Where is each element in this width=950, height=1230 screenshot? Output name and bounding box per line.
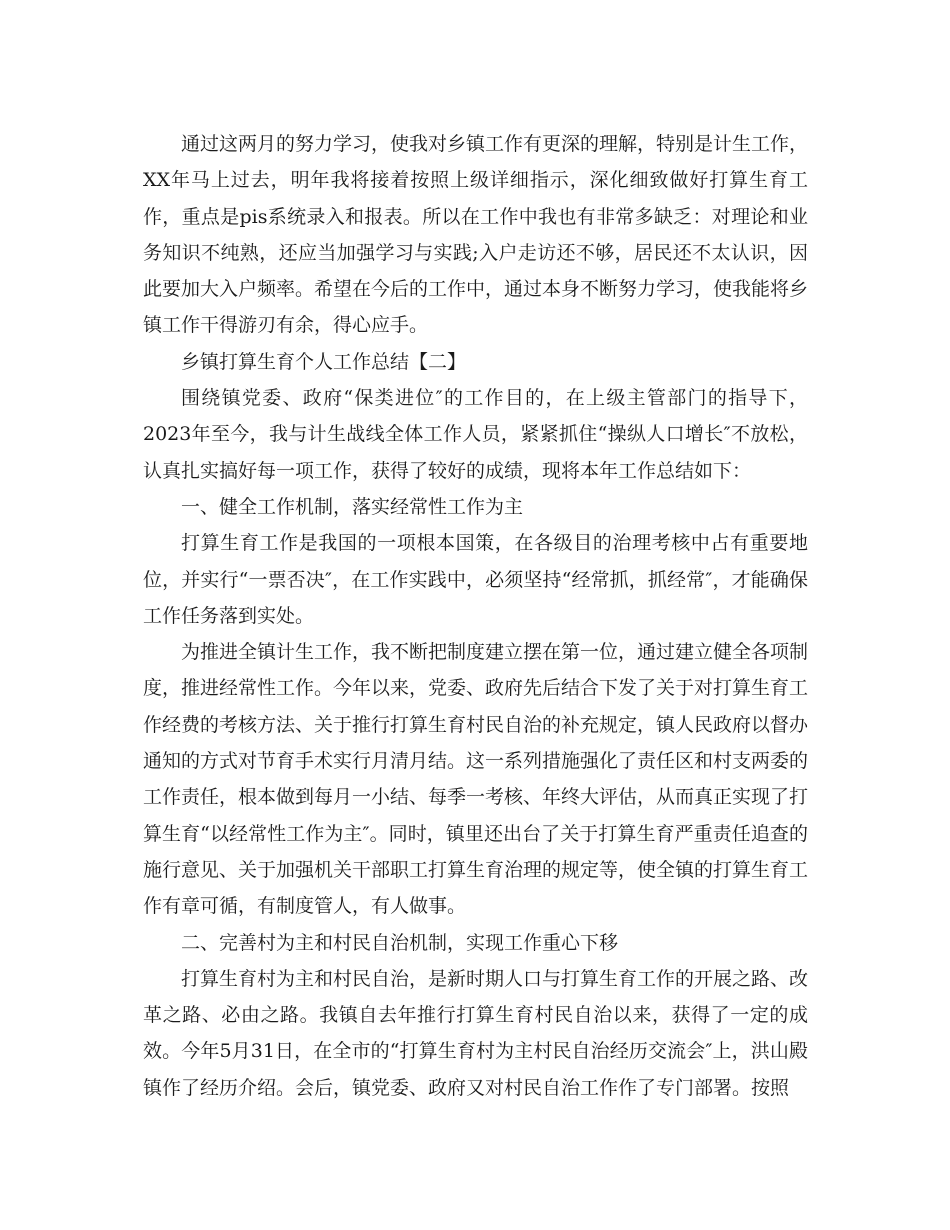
paragraph-overview: 围绕镇党委、政府“保类进位″的工作目的，在上级主管部门的指导下，2023年至今，我与计生战线全体工作人员，紧紧抓住“操纵人口增长″不放松，认真扎实搞好每一项工作，获得了较好的成绩，现将本年工作总结如下：: [143, 387, 808, 482]
paragraph-village-autonomy: 打算生育村为主和村民自治，是新时期人口与打算生育工作的开展之路、改革之路、必由之路。我镇自去年推行打算生育村民自治以来，获得了一定的成效。今年5月31日，在全市的“打算生育村为主村民自治经历交流会″上，洪山殿镇作了经历介绍。会后，镇党委、政府又对村民自治工作作了专门部署。按照: [143, 967, 809, 1099]
heading-section-one: 一、健全工作机制，落实经常性工作为主: [181, 495, 524, 518]
section-title-part-two: 乡镇打算生育个人工作总结【二】: [181, 350, 467, 373]
heading-section-two: 二、完善村为主和村民自治机制，实现工作重心下移: [181, 931, 619, 954]
document-body: [143, 126, 808, 1106]
paragraph-national-policy: 打算生育工作是我国的一项根本国策，在各级目的治理考核中占有重要地位，并实行“一票否决″，在工作实践中，必须坚持“经常抓，抓经常″，才能确保工作任务落到实处。: [143, 532, 808, 627]
paragraph-intro-summary: 通过这两月的努力学习，使我对乡镇工作有更深的理解，特别是计生工作，XX年马上过去，明年我将接着按照上级详细指示，深化细致做好打算生育工作，重点是pis系统录入和报表。所以在工作中我也有非常多缺乏：对理论和业务知识不纯熟，还应当加强学习与实践;入户走访还不够，居民还不太认识，因此要加大入户频率。希望在今后的工作中，通过本身不断努力学习，使我能将乡镇工作干得游刃有余，得心应手。: [143, 133, 809, 337]
paragraph-system-building: 为推进全镇计生工作，我不断把制度建立摆在第一位，通过建立健全各项制度，推进经常性工作。今年以来，党委、政府先后结合下发了关于对打算生育工作经费的考核方法、关于推行打算生育村民自治的补充规定，镇人民政府以督办通知的方式对节育手术实行月清月结。这一系列措施强化了责任区和村支两委的工作责任，根本做到每月一小结、每季一考核、年终大评估，从而真正实现了打算生育“以经常性工作为主″。同时，镇里还出台了关于打算生育严重责任追查的施行意见、关于加强机关干部职工打算生育治理的规定等，使全镇的打算生育工作有章可循，有制度管人，有人做事。: [143, 641, 809, 918]
